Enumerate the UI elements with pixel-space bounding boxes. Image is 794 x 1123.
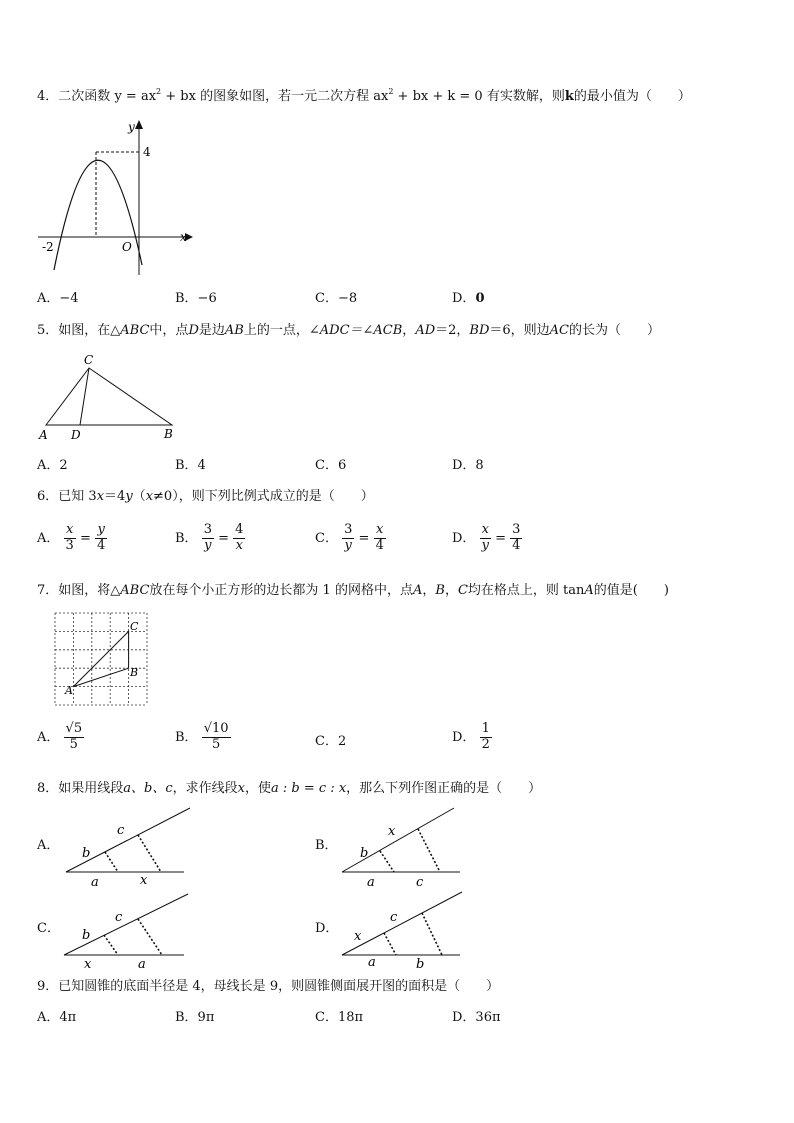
q4-option-d[interactable]: D．0 bbox=[452, 291, 485, 306]
q7-stem: 7．如图，将△ABC放在每个小正方形的边长都为 1 的网格中，点A，B，C均在格点上，则 tanA的值是( ) bbox=[37, 583, 669, 598]
q6-stem: 6．已知 3x＝4y（x≠0），则下列比例式成立的是（ ） bbox=[37, 489, 374, 504]
parallel-1 bbox=[380, 851, 394, 872]
label-a: A bbox=[39, 428, 48, 442]
label-c: C bbox=[130, 620, 139, 633]
lower-label-1: a bbox=[368, 955, 376, 970]
y-axis-label: y bbox=[128, 120, 135, 134]
q8-option-a-label[interactable]: A． bbox=[37, 838, 60, 853]
q6-option-a[interactable]: A． $\frac{x}{3}$ = $\frac{y}{4}$ bbox=[37, 522, 106, 553]
q5-stem: 5．如图，在△ABC中，点D是边AB上的一点，∠ADC＝∠ACB，AD＝2，BD＝6，则边AC的长为（ ） bbox=[37, 323, 661, 338]
lower-label-2: a bbox=[138, 957, 146, 972]
y-axis-arrow bbox=[135, 120, 143, 129]
slant-line bbox=[64, 894, 188, 955]
q9-option-c[interactable]: C．18π bbox=[315, 1010, 364, 1025]
lower-label-2: c bbox=[416, 875, 424, 889]
segment-cd bbox=[80, 368, 89, 425]
upper-label-2: c bbox=[117, 823, 125, 838]
slant-line bbox=[342, 892, 462, 955]
q5-option-b[interactable]: B．4 bbox=[175, 458, 206, 473]
q8-option-a-figure bbox=[58, 804, 193, 889]
lower-label-1: a bbox=[367, 875, 375, 889]
q4-stem: 4．二次函数 $y = ax^2$ + bx 的图象如图，若一元二次方程 $ax^2$ + bx + k = 0 有实数解，则k的最小值为（ ） bbox=[37, 87, 691, 104]
q9-stem: 9．已知圆锥的底面半径是 4，母线长是 9，则圆锥侧面展开图的面积是（ ） bbox=[37, 979, 500, 994]
q6-option-b[interactable]: B． $\frac{3}{y}$ = $\frac{4}{x}$ bbox=[175, 522, 244, 553]
upper-label-1: b bbox=[360, 846, 369, 861]
upper-label-2: c bbox=[115, 910, 123, 925]
q8-option-d-label[interactable]: D． bbox=[315, 921, 339, 936]
triangle-abc bbox=[73, 631, 128, 686]
origin-label: O bbox=[122, 240, 132, 254]
parallel-2 bbox=[138, 919, 162, 955]
label-d: D bbox=[71, 428, 81, 442]
q9-option-b[interactable]: B．9π bbox=[175, 1010, 215, 1025]
lower-label-1: a bbox=[91, 875, 99, 889]
triangle-abc bbox=[46, 368, 172, 425]
q6-option-c[interactable]: C． $\frac{3}{y}$ = $\frac{x}{4}$ bbox=[315, 522, 384, 553]
label-a: A bbox=[65, 684, 73, 697]
parallel-1 bbox=[384, 933, 396, 955]
label-b: B bbox=[130, 666, 139, 679]
label-c: C bbox=[84, 353, 94, 367]
parallel-1 bbox=[104, 935, 118, 955]
upper-label-2: c bbox=[390, 910, 398, 925]
lower-label-2: x bbox=[140, 873, 148, 888]
value-4-label: 4 bbox=[143, 145, 151, 159]
parallel-1 bbox=[105, 852, 118, 872]
value-minus2-label: -2 bbox=[42, 240, 54, 254]
q7-option-a[interactable]: A． $\frac{√5}{5}$ bbox=[37, 721, 83, 752]
q9-option-d[interactable]: D．36π bbox=[452, 1010, 501, 1025]
q8-option-c-label[interactable]: C． bbox=[37, 921, 60, 936]
q5-option-c[interactable]: C．6 bbox=[315, 458, 347, 473]
q4-option-c[interactable]: C．−8 bbox=[315, 291, 358, 306]
upper-label-1: b bbox=[82, 928, 91, 943]
parallel-2 bbox=[418, 829, 440, 872]
upper-label-2: x bbox=[388, 824, 396, 839]
q4-option-b[interactable]: B．−6 bbox=[175, 291, 217, 306]
upper-label-1: b bbox=[82, 846, 91, 861]
q4-option-a[interactable]: A．−4 bbox=[37, 291, 79, 306]
q7-option-b[interactable]: B． $\frac{√10}{5}$ bbox=[175, 721, 229, 752]
q7-option-c[interactable]: C．2 bbox=[315, 734, 347, 749]
x-axis-label: x bbox=[180, 230, 187, 244]
upper-label-1: x bbox=[354, 929, 362, 944]
q5-option-a[interactable]: A．2 bbox=[37, 458, 68, 473]
slant-line bbox=[66, 808, 190, 872]
q7-grid-figure bbox=[50, 608, 160, 708]
q4-parabola-graph bbox=[30, 115, 200, 280]
q5-triangle-figure bbox=[36, 352, 186, 444]
q8-option-b-label[interactable]: B． bbox=[315, 838, 338, 853]
q6-option-d[interactable]: D． $\frac{x}{y}$ = $\frac{3}{4}$ bbox=[452, 522, 521, 553]
slant-line bbox=[342, 808, 454, 872]
q8-option-c-figure bbox=[58, 888, 193, 973]
q9-option-a[interactable]: A．4π bbox=[37, 1010, 77, 1025]
parallel-2 bbox=[422, 913, 442, 955]
q7-option-d[interactable]: D． $\frac{1}{2}$ bbox=[452, 721, 490, 752]
q8-option-d-figure bbox=[334, 888, 469, 973]
q5-option-d[interactable]: D．8 bbox=[452, 458, 484, 473]
label-b: B bbox=[164, 427, 173, 441]
lower-label-2: b bbox=[416, 957, 425, 972]
lower-label-1: x bbox=[84, 957, 92, 972]
q8-option-b-figure bbox=[334, 804, 469, 889]
q8-stem: 8．如果用线段a、b、c，求作线段x，使a : b = c : x，那么下列作图正确的是（ ） bbox=[37, 781, 542, 796]
parallel-2 bbox=[138, 835, 161, 872]
